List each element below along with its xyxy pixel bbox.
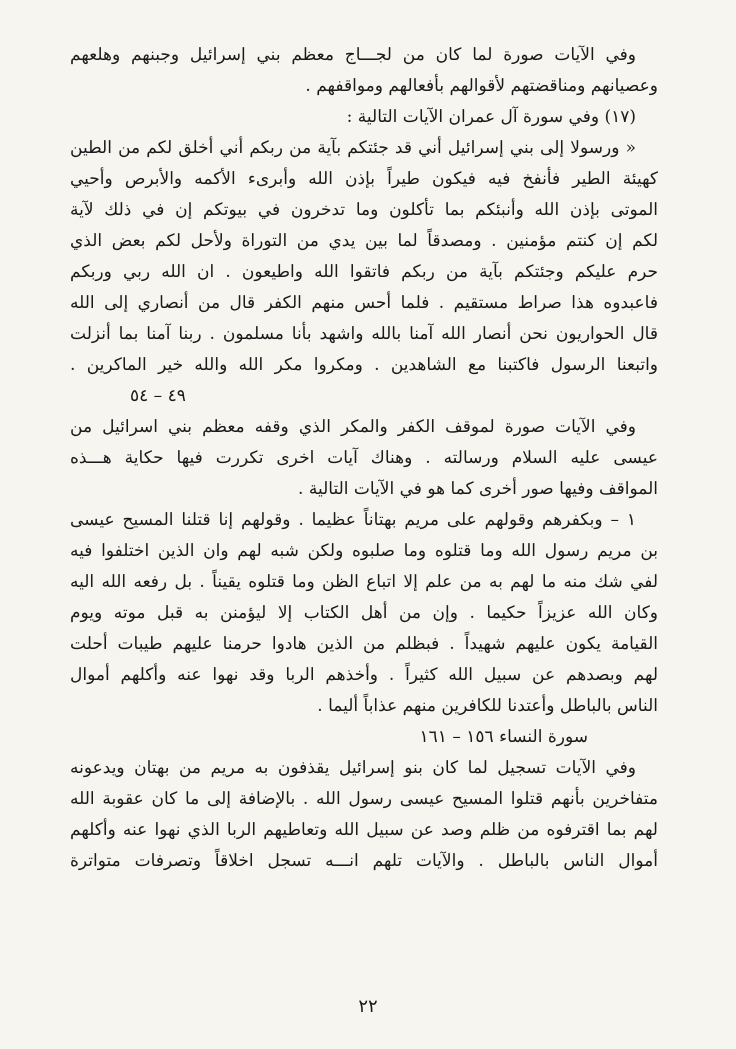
quote-line: بن مريم رسول الله وما قتلوه وما صلبوه ولكن شبه لهم وان الذين اختلفوا فيه <box>70 541 658 561</box>
text-line: المواقف وفيها صور أخرى كما هو في الآيات التالية . <box>298 479 658 499</box>
section-heading: (١٧) وفي سورة آل عمران الآيات التالية : <box>346 107 636 127</box>
quote-line: حرم عليكم وجئتكم بآية من ربكم فاتقوا الله واطيعون . ان الله ربي وربكم <box>70 262 658 282</box>
verse-reference: سورة النساء ١٥٦ – ١٦١ <box>419 727 588 747</box>
text-line: وفي الآيات تسجيل لما كان بنو إسرائيل يقذفون به مريم من بهتان ويدعونه <box>70 758 636 778</box>
quote-line: الناس بالباطل وأعتدنا للكافرين منهم عذاباً أليما . <box>317 696 658 716</box>
quote-line: ١ – وبكفرهم وقولهم على مريم بهتاناً عظيما . وقولهم إنا قتلنا المسيح عيسى <box>70 510 636 530</box>
quote-line: قال الحواريون نحن أنصار الله آمنا بالله واشهد بأنا مسلمون . ربنا آمنا بما أنزلت <box>70 324 658 344</box>
text-line: عيسى عليه السلام ورسالته . وهناك آيات اخرى تكررت فيها حكاية هـــذه <box>70 448 658 468</box>
page-number: ٢٢ <box>358 996 378 1017</box>
quote-line: لهم وبصدهم عن سبيل الله كثيراً . وأخذهم الربا وقد نهوا عنه وأكلهم أموال <box>70 665 658 685</box>
text-line: أموال الناس بالباطل . والآيات تلهم انـــه تسجل اخلاقاً وتصرفات متواترة <box>70 851 658 871</box>
text-line: وفي الآيات صورة لموقف الكفر والمكر الذي وقفه معظم بني اسرائيل من <box>70 417 636 437</box>
verse-reference: ٤٩ – ٥٤ <box>130 386 186 406</box>
text-line: لهم بما اقترفوه من ظلم وصد عن سبيل الله وتعاطيهم الربا الذي نهوا عنه وأكلهم <box>70 820 658 840</box>
quote-line: فاعبدوه هذا صراط مستقيم . فلما أحس منهم الكفر قال من أنصاري إلى الله <box>70 293 658 313</box>
text-line: وفي الآيات صورة لما كان من لجـــاج معظم بني إسرائيل وجبنهم وهلعهم <box>70 45 636 65</box>
quote-line: وكان الله عزيزاً حكيما . وإن من أهل الكتاب إلا ليؤمنن به قبل موته ويوم <box>70 603 658 623</box>
quote-line: لكم إن كنتم مؤمنين . ومصدقاً لما بين يدي من التوراة ولأحل لكم بعض الذي <box>70 231 658 251</box>
quote-line: واتبعنا الرسول فاكتبنا مع الشاهدين . ومكروا مكر الله والله خير الماكرين . <box>70 355 658 375</box>
quote-line: القيامة يكون عليهم شهيداً . فبظلم من الذين هادوا حرمنا عليهم طيبات أحلت <box>70 634 658 654</box>
text-line: متفاخرين بأنهم قتلوا المسيح عيسى رسول الله . بالإضافة إلى ما كان عقوبة الله <box>70 789 658 809</box>
quote-line: الموتى بإذن الله وأنبئكم بما تأكلون وما تدخرون في بيوتكم إن في ذلك لآية <box>70 200 658 220</box>
quote-line: لفي شك منه ما لهم به من علم إلا اتباع الظن وما قتلوه يقيناً . بل رفعه الله اليه <box>70 572 658 592</box>
text-line: وعصيانهم ومناقضتهم لأقوالهم بأفعالهم ومواقفهم . <box>305 76 658 96</box>
quote-line: « ورسولا إلى بني إسرائيل أني قد جئتكم بآية من ربكم أني أخلق لكم من الطين <box>70 138 636 158</box>
quote-line: كهيئة الطير فأنفخ فيه فيكون طيراً بإذن الله وأبرىء الأكمه والأبرص وأحيي <box>70 169 658 189</box>
